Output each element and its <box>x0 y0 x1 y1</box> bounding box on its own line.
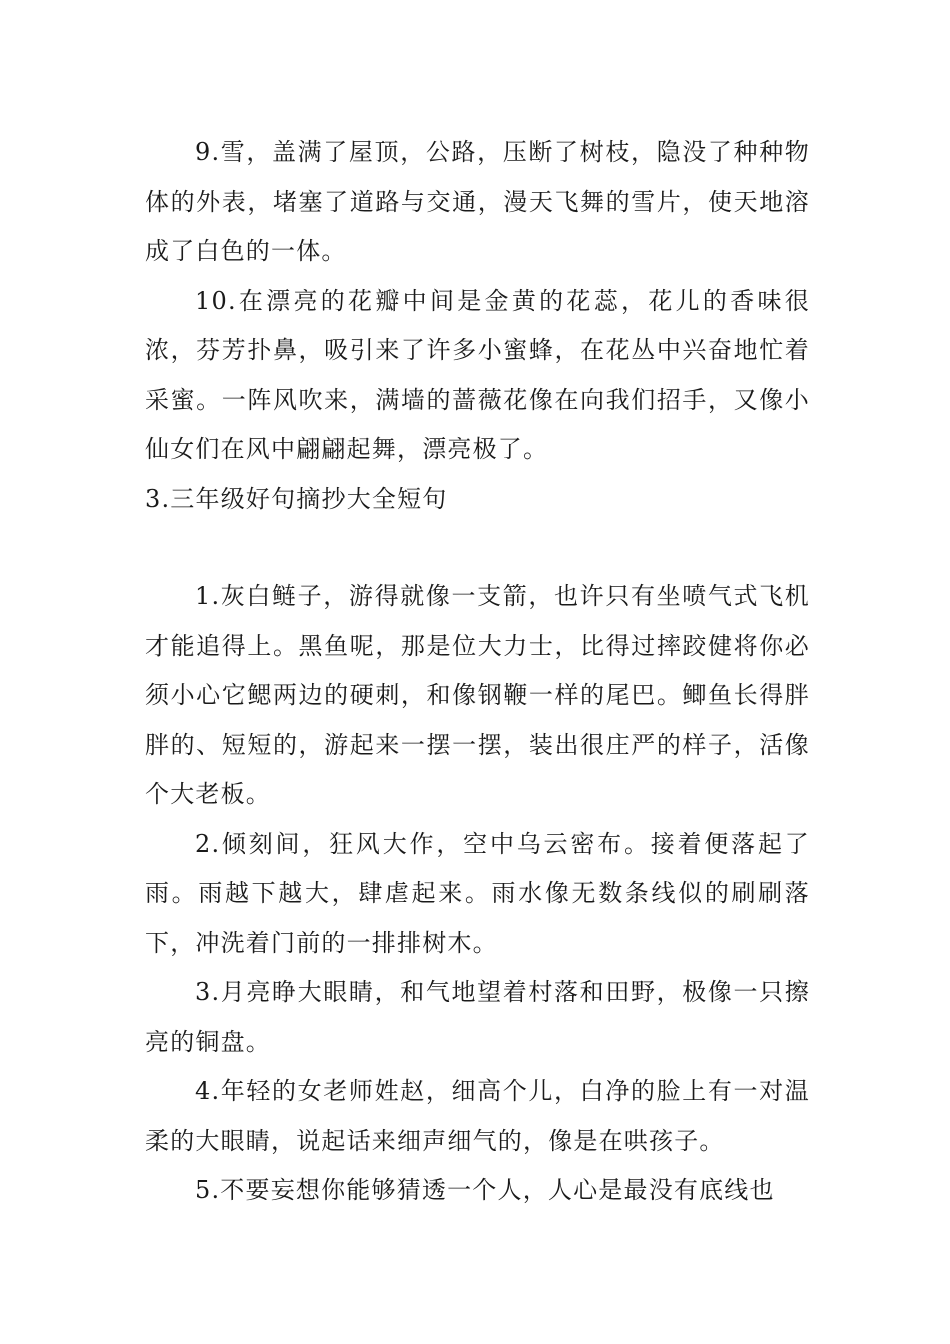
paragraph-3: 3.月亮睁大眼睛，和气地望着村落和田野，极像一只擦亮的铜盘。 <box>145 978 810 1056</box>
paragraph-5: 5.不要妄想你能够猜透一个人，人心是最没有底线也 <box>195 1176 775 1204</box>
section-spacer <box>145 524 810 572</box>
paragraph-10: 10.在漂亮的花瓣中间是金黄的花蕊，花儿的香味很浓，芬芳扑鼻，吸引来了许多小蜜蜂，在花丛中兴奋地忙着采蜜。一阵风吹来，满墙的蔷薇花像在向我们招手，又像小仙女们在风中翩翩起舞，漂亮极了。 <box>145 286 810 463</box>
paragraph-9: 9.雪，盖满了屋顶，公路，压断了树枝，隐没了种种物体的外表，堵塞了道路与交通，漫天飞舞的雪片，使天地溶成了白色的一体。 <box>145 138 810 265</box>
document-body <box>145 128 810 1216</box>
paragraph-1: 1.灰白鲢子，游得就像一支箭，也许只有坐喷气式飞机才能追得上。黑鱼呢，那是位大力士，比得过摔跤健将你必须小心它鳃两边的硬刺，和像钢鞭一样的尾巴。鲫鱼长得胖胖的、短短的，游起来一摆一摆，装出很庄严的样子，活像个大老板。 <box>145 582 810 808</box>
paragraph-4: 4.年轻的女老师姓赵，细高个儿，白净的脸上有一对温柔的大眼睛，说起话来细声细气的，像是在哄孩子。 <box>145 1077 810 1155</box>
paragraph-2: 2.倾刻间，狂风大作，空中乌云密布。接着便落起了雨。雨越下越大，肆虐起来。雨水像无数条线似的刷刷落下，冲洗着门前的一排排树木。 <box>145 829 810 957</box>
section-heading: 3.三年级好句摘抄大全短句 <box>145 484 448 513</box>
